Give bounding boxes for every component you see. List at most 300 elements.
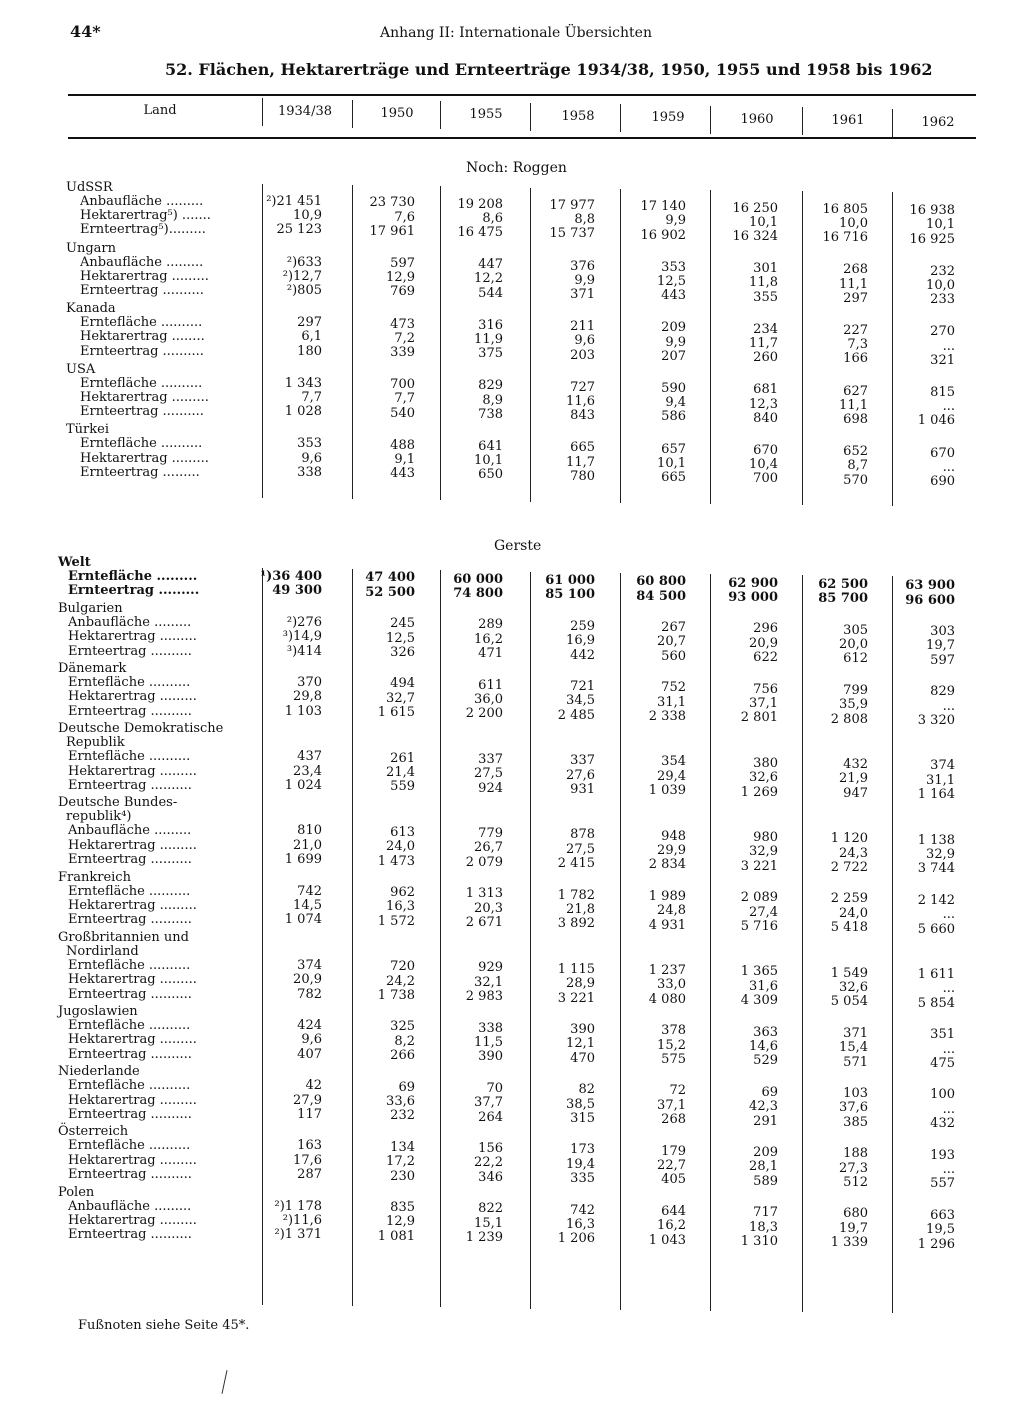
table-cell: 38,5 (566, 1096, 595, 1112)
table-cell: 32,1 (474, 974, 503, 990)
table-cell: 432 (930, 1116, 955, 1132)
table-cell: 14,5 (293, 898, 322, 913)
table-cell: 12,9 (386, 270, 415, 286)
table-cell: 61 000 (545, 572, 595, 588)
table-cell: 9,9 (665, 334, 686, 350)
table-cell: 2 671 (465, 915, 503, 930)
table-cell: 25 123 (276, 222, 322, 238)
table-cell: ²)12,7 (282, 268, 322, 284)
table-cell: 488 (390, 437, 415, 453)
header-column-divider (620, 104, 621, 132)
row-label: Anbaufläche ......... (68, 823, 192, 839)
row-label: Anbaufläche ......... (80, 194, 204, 209)
table-cell: 1 365 (740, 964, 778, 980)
table-cell: 16,2 (474, 631, 503, 647)
row-label: Hektarertrag ......... (80, 390, 209, 405)
table-cell: 10,1 (657, 455, 686, 471)
table-cell: 512 (843, 1175, 868, 1190)
table-cell: 32,6 (839, 980, 868, 995)
table-cell: 443 (661, 288, 686, 304)
country-name: Ungarn (66, 240, 116, 256)
table-cell: ²)805 (286, 283, 322, 298)
table-cell: 962 (390, 884, 415, 900)
table-cell: 8,7 (847, 458, 868, 474)
country-name: Jugoslawien (58, 1004, 138, 1019)
table-cell: 62 900 (728, 575, 778, 591)
table-cell: 5 418 (830, 920, 868, 936)
table-cell: 663 (930, 1207, 955, 1223)
table-cell: 354 (661, 754, 686, 770)
table-cell: 717 (753, 1205, 778, 1221)
table-cell: 5 716 (740, 918, 778, 934)
table-cell: ²)21 451 (266, 194, 322, 209)
table-cell: 16 716 (822, 230, 868, 246)
table-cell: 230 (390, 1168, 415, 1184)
row-label: Hektarertrag ......... (68, 1152, 197, 1168)
column-divider (710, 574, 711, 1311)
table-cell: 268 (661, 1112, 686, 1128)
table-cell: 473 (390, 316, 415, 332)
table-cell: 24,0 (839, 905, 868, 921)
row-label: Erntefläche .......... (68, 1138, 191, 1154)
table-cell: 179 (661, 1143, 686, 1159)
table-cell: 5 054 (830, 994, 868, 1010)
table-cell: 353 (297, 436, 322, 452)
table-cell: 443 (390, 466, 415, 482)
table-cell: 390 (570, 1021, 595, 1037)
table-cell: 698 (843, 412, 868, 427)
table-cell: 597 (930, 652, 955, 668)
table-cell: 24,0 (386, 839, 415, 855)
row-label: Erntefläche .......... (68, 883, 191, 899)
table-cell: 3 221 (740, 858, 778, 874)
table-cell: 1 313 (465, 886, 503, 902)
table-cell: 810 (297, 823, 322, 839)
table-cell: 267 (661, 620, 686, 635)
table-cell: 296 (753, 621, 778, 637)
table-cell: 15 737 (549, 226, 595, 242)
table-cell: 18,3 (749, 1219, 778, 1235)
row-label: Erntefläche .......... (80, 315, 203, 331)
table-cell: 209 (661, 320, 686, 336)
table-cell: 11,6 (566, 393, 595, 409)
table-cell: 10,1 (749, 214, 778, 230)
table-cell: 27,9 (293, 1092, 322, 1108)
table-cell: 117 (297, 1107, 322, 1122)
table-cell: 822 (478, 1201, 503, 1217)
table-cell: 7,7 (394, 391, 415, 407)
column-divider (802, 191, 803, 505)
table-cell: 752 (661, 680, 686, 696)
table-cell: 589 (753, 1173, 778, 1189)
header-column-divider (892, 109, 893, 137)
table-cell: 37,1 (749, 695, 778, 711)
table-cell: 405 (661, 1172, 686, 1188)
table-cell: 303 (930, 623, 955, 639)
table-cell: 63 900 (905, 578, 955, 594)
country-name: Kanada (66, 301, 116, 317)
table-cell: 1 343 (284, 375, 322, 391)
table-cell: 62 500 (818, 576, 868, 592)
table-cell: 840 (753, 410, 778, 426)
table-cell: 211 (570, 319, 595, 335)
country-name: Deutsche Demokratische (58, 721, 224, 737)
table-cell: 557 (930, 1176, 955, 1192)
header-column-divider (710, 106, 711, 134)
table-cell: 540 (390, 405, 415, 421)
row-label: Hektarertrag ......... (68, 689, 197, 705)
table-cell: 22,2 (474, 1155, 503, 1171)
table-cell: 47 400 (365, 570, 415, 586)
table-cell: 3 744 (917, 861, 955, 877)
country-name: Dänemark (58, 661, 127, 676)
table-cell: 641 (478, 439, 503, 454)
column-header-year: 1962 (921, 114, 955, 130)
row-label: Anbaufläche ......... (80, 254, 204, 270)
table-cell: 346 (478, 1169, 503, 1185)
table-cell: 12,5 (657, 274, 686, 289)
table-cell: 163 (297, 1138, 322, 1154)
row-label: Erntefläche .......... (68, 1018, 191, 1033)
table-cell: 27,6 (566, 767, 595, 783)
row-label: Ernteertrag .......... (68, 1046, 192, 1062)
table-cell: 16 938 (909, 203, 955, 219)
country-name: Frankreich (58, 869, 131, 885)
country-name: Nordirland (66, 943, 139, 959)
table-cell: 33,0 (657, 977, 686, 993)
table-cell: 375 (478, 346, 503, 362)
table-cell: 815 (930, 384, 955, 400)
row-label: Erntefläche .......... (80, 375, 203, 391)
table-cell: 289 (478, 617, 503, 633)
table-cell: 134 (390, 1139, 415, 1155)
table-cell: 3 221 (557, 990, 595, 1006)
table-cell: 21,0 (293, 837, 322, 853)
table-cell: 20,0 (839, 637, 868, 652)
table-cell: 28,1 (749, 1159, 778, 1175)
header-column-divider (530, 103, 531, 131)
table-cell: ... (942, 1041, 955, 1057)
country-name: Niederlande (58, 1064, 140, 1080)
table-cell: 680 (843, 1206, 868, 1222)
table-cell: 1 138 (917, 832, 955, 848)
row-label: Anbaufläche ......... (68, 614, 192, 630)
table-cell: 471 (478, 646, 503, 662)
table-cell: 301 (753, 261, 778, 277)
row-label: Ernteertrag .......... (80, 283, 204, 298)
row-label: Hektarertrag ......... (80, 268, 209, 284)
table-cell: 829 (930, 684, 955, 700)
table-cell: 11,1 (839, 397, 868, 413)
table-cell: 650 (478, 467, 503, 483)
column-divider (802, 575, 803, 1312)
table-cell: 742 (297, 883, 322, 899)
table-cell: 232 (930, 263, 955, 279)
table-cell: 371 (570, 286, 595, 302)
row-label: Hektarertrag ......... (68, 1032, 197, 1048)
table-cell: 11,7 (566, 454, 595, 470)
table-cell: 85 700 (818, 591, 868, 607)
table-cell: 2 200 (465, 706, 503, 722)
table-cell: 315 (570, 1110, 595, 1126)
table-cell: 335 (570, 1171, 595, 1187)
table-cell: 782 (297, 986, 322, 1002)
table-cell: 16 475 (457, 225, 503, 240)
table-cell: 31,1 (926, 772, 955, 788)
header-column-divider (262, 98, 263, 126)
table-cell: 8,8 (574, 212, 595, 228)
row-label: Hektarertrag ......... (80, 450, 209, 466)
table-cell: 12,9 (386, 1214, 415, 1230)
table-cell: 23 730 (369, 195, 415, 211)
table-cell: 17,6 (293, 1152, 322, 1168)
table-cell: 670 (930, 445, 955, 461)
table-cell: 11,5 (474, 1035, 503, 1050)
table-cell: 16 925 (909, 231, 955, 247)
table-cell: 1 164 (917, 787, 955, 803)
table-cell: 1 339 (830, 1235, 868, 1251)
table-cell: 560 (661, 648, 686, 664)
table-cell: 9,6 (574, 333, 595, 349)
table-cell: 14,6 (749, 1038, 778, 1054)
table-cell: ³)414 (286, 643, 322, 659)
table-cell: 15,2 (657, 1037, 686, 1053)
table-cell: 34,5 (566, 693, 595, 709)
table-cell: 1 074 (284, 912, 322, 928)
column-divider (892, 576, 893, 1313)
table-cell: 779 (478, 826, 503, 841)
table-cell: 16 250 (732, 200, 778, 216)
country-name: Österreich (58, 1124, 129, 1140)
table-cell: 15,1 (474, 1215, 503, 1231)
table-cell: 27,5 (474, 766, 503, 782)
row-label: Hektarertrag ......... (68, 837, 197, 853)
table-cell: 1 699 (284, 852, 322, 868)
country-name: Großbritannien und (58, 929, 189, 945)
table-cell: 437 (297, 749, 322, 765)
table-cell: 670 (753, 442, 778, 458)
table-cell: 16 324 (732, 228, 778, 244)
table-cell: 12,1 (566, 1036, 595, 1052)
table-cell: 947 (843, 785, 868, 801)
table-cell: 424 (297, 1018, 322, 1033)
table-cell: 32,9 (749, 844, 778, 860)
table-cell: 4 931 (648, 917, 686, 933)
table-cell: 69 (761, 1084, 778, 1100)
table-cell: 9,9 (665, 213, 686, 229)
table-cell: 700 (390, 377, 415, 393)
table-cell: 26,7 (474, 840, 503, 856)
table-cell: 843 (570, 408, 595, 424)
table-cell: 69 (398, 1079, 415, 1095)
country-name: UdSSR (66, 180, 113, 195)
table-cell: 84 500 (636, 588, 686, 604)
table-cell: 29,9 (657, 843, 686, 858)
column-divider (620, 189, 621, 503)
table-cell: 20,9 (293, 972, 322, 988)
table-cell: 2 259 (830, 891, 868, 907)
table-cell: 305 (843, 622, 868, 638)
table-cell: 390 (478, 1049, 503, 1065)
table-cell: 10,4 (749, 457, 778, 473)
table-cell: 10,0 (926, 277, 955, 293)
table-cell: 9,1 (394, 451, 415, 467)
table-cell: 37,6 (839, 1100, 868, 1116)
table-cell: 622 (753, 650, 778, 666)
table-cell: 16 805 (822, 201, 868, 217)
table-cell: 24,8 (657, 903, 686, 919)
column-divider (440, 186, 441, 500)
row-label: Ernteertrag .......... (68, 1227, 192, 1243)
section-title: Noch: Roggen (466, 160, 567, 176)
column-divider (892, 192, 893, 506)
table-cell: 494 (390, 676, 415, 692)
table-cell: 60 000 (453, 571, 503, 587)
row-label: Ernteertrag .......... (80, 404, 204, 420)
table-cell: 23,4 (293, 763, 322, 779)
column-divider (710, 190, 711, 504)
table-cell: 544 (478, 285, 503, 301)
row-label: Hektarertrag ......... (68, 898, 197, 913)
table-cell: 1 782 (557, 887, 595, 903)
country-name: republik⁴) (66, 809, 132, 825)
table-cell: 166 (843, 351, 868, 367)
table-cell: 21,8 (566, 901, 595, 917)
table-cell: ¹)36 400 (260, 569, 322, 584)
table-cell: 4 080 (648, 991, 686, 1007)
table-cell: 52 500 (365, 584, 415, 600)
table-cell: 20,3 (474, 900, 503, 916)
table-cell: ²)11,6 (282, 1213, 322, 1228)
row-label: Ernteertrag .......... (80, 343, 204, 359)
table-cell: 96 600 (905, 592, 955, 608)
table-cell: 20,9 (749, 635, 778, 651)
section-title: Gerste (494, 538, 542, 554)
table-cell: 27,5 (566, 841, 595, 857)
table-cell: 37,7 (474, 1095, 503, 1111)
table-cell: 19,7 (926, 638, 955, 654)
table-cell: 1 237 (648, 963, 686, 978)
table-cell: 11,7 (749, 335, 778, 351)
table-cell: 690 (930, 473, 955, 489)
row-label: Ernteertrag .......... (68, 852, 192, 868)
table-cell: ... (942, 1161, 955, 1177)
row-label: Ernteertrag .......... (68, 912, 192, 928)
row-label: Hektarertrag⁵) ....... (80, 208, 211, 224)
table-cell: 24,2 (386, 973, 415, 989)
country-name: Bulgarien (58, 600, 123, 616)
row-label: Ernteertrag .......... (68, 643, 192, 659)
row-label: Ernteertrag ......... (68, 583, 200, 599)
table-cell: 17 977 (549, 197, 595, 213)
table-cell: 297 (843, 290, 868, 306)
column-divider (530, 572, 531, 1309)
country-name: Welt (58, 555, 91, 570)
table-cell: 597 (390, 255, 415, 271)
table-cell: ²)1 178 (274, 1198, 322, 1214)
column-header-year: 1934/38 (277, 104, 332, 119)
table-cell: 24,3 (839, 845, 868, 861)
table-cell: 1 043 (648, 1232, 686, 1248)
table-cell: 70 (486, 1080, 503, 1096)
table-cell: 665 (661, 470, 686, 485)
table-cell: ... (942, 981, 955, 997)
column-header-year: 1958 (561, 108, 595, 124)
table-cell: 829 (478, 378, 503, 394)
table-cell: 878 (570, 827, 595, 843)
row-label: Hektarertrag ........ (80, 329, 205, 345)
table-cell: 31,6 (749, 978, 778, 994)
table-cell: 19 208 (457, 196, 503, 212)
table-cell: 376 (570, 258, 595, 274)
table-cell: 21,4 (386, 764, 415, 780)
table-cell: 325 (390, 1019, 415, 1035)
table-cell: 2 983 (465, 989, 503, 1005)
table-cell: 29,4 (657, 768, 686, 784)
table-cell: 32,9 (926, 846, 955, 862)
column-header-year: 1950 (380, 105, 414, 121)
table-cell: 337 (570, 753, 595, 769)
header-column-divider (802, 107, 803, 135)
header-column-divider (352, 100, 353, 128)
table-cell: 1 120 (830, 831, 868, 847)
table-cell: 378 (661, 1023, 686, 1039)
country-name: Polen (58, 1184, 95, 1200)
table-cell: ²)633 (286, 254, 322, 270)
column-divider (620, 573, 621, 1310)
table-cell: 9,6 (301, 450, 322, 466)
table-cell: 442 (570, 647, 595, 663)
header-top-rule (68, 94, 976, 96)
column-header-year: 1961 (831, 113, 865, 128)
table-cell: 1 039 (648, 783, 686, 799)
table-cell: 29,8 (293, 689, 322, 705)
table-cell: 835 (390, 1199, 415, 1215)
table-cell: 60 800 (636, 574, 686, 590)
header-column-divider (440, 101, 441, 129)
table-cell: 188 (843, 1146, 868, 1162)
table-cell: 407 (297, 1046, 322, 1062)
table-cell: 227 (843, 323, 868, 338)
table-cell: 12,2 (474, 271, 503, 287)
table-cell: 1 046 (917, 413, 955, 429)
table-cell: 931 (570, 781, 595, 797)
table-cell: 4 309 (740, 993, 778, 1009)
table-cell: 103 (843, 1086, 868, 1101)
row-label: Ernteertrag ......... (80, 464, 200, 480)
table-cell: 529 (753, 1053, 778, 1069)
table-cell: 6,1 (301, 329, 322, 345)
column-divider (352, 569, 353, 1306)
table-cell: 586 (661, 409, 686, 425)
table-cell: 571 (843, 1054, 868, 1070)
table-cell: 270 (930, 324, 955, 340)
table-cell: 245 (390, 616, 415, 632)
country-name: Deutsche Bundes- (58, 795, 178, 811)
table-cell: 980 (753, 829, 778, 845)
table-cell: 2 834 (648, 857, 686, 873)
table-cell: 21,9 (839, 771, 868, 787)
table-cell: 12,3 (749, 396, 778, 412)
table-cell: 316 (478, 317, 503, 333)
table-cell: 2 485 (557, 707, 595, 723)
table-cell: 742 (570, 1202, 595, 1218)
table-cell: 613 (390, 824, 415, 840)
row-label: Ernteertrag .......... (68, 778, 192, 793)
table-cell: 207 (661, 348, 686, 364)
table-cell: 929 (478, 960, 503, 976)
row-label: Ernteertrag .......... (68, 986, 192, 1002)
